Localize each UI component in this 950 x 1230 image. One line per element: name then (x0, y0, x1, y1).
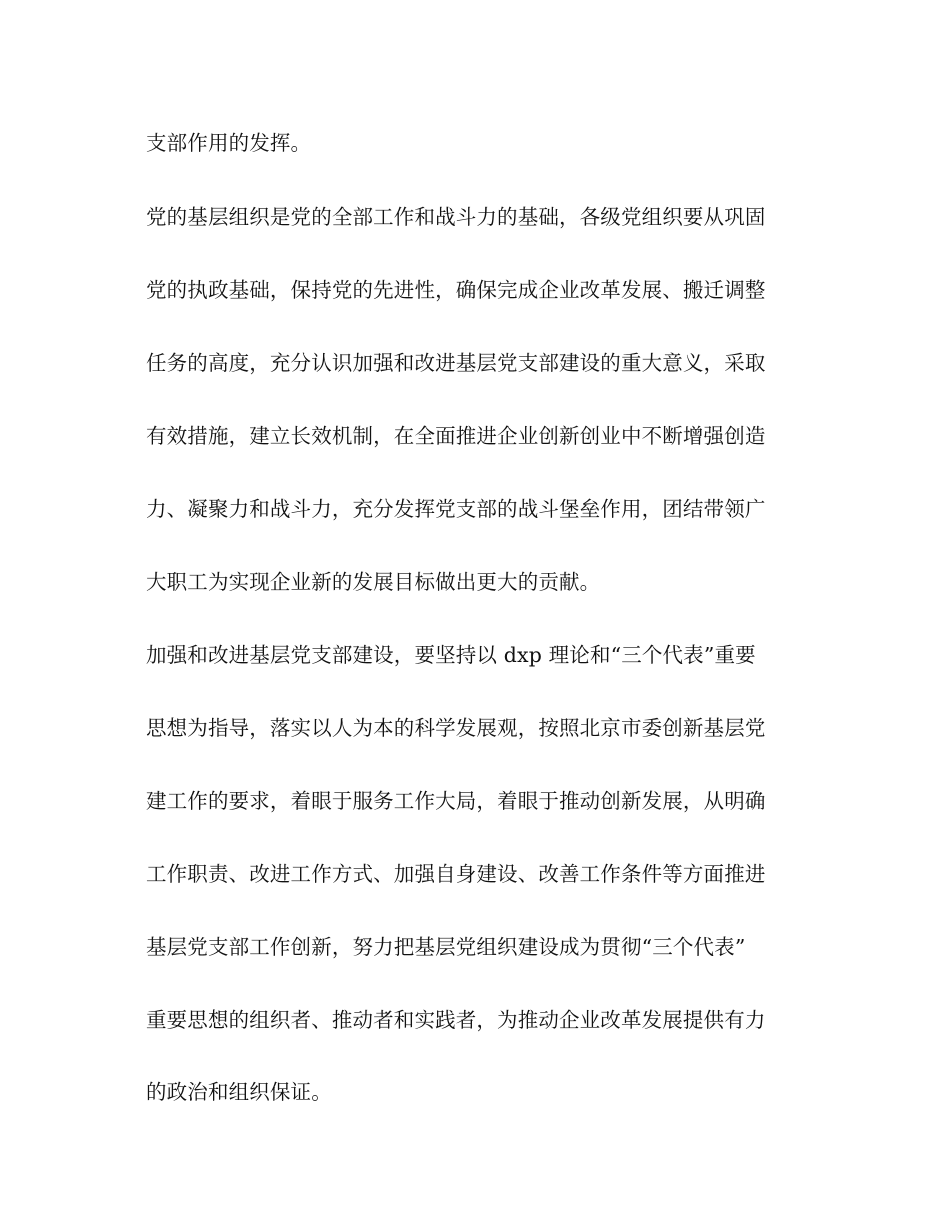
text-line: 的政治和组织保证。 (146, 1080, 332, 1104)
text-line: 大职工为实现企业新的发展目标做出更大的贡献。 (146, 570, 601, 594)
text-line: 加强和改进基层党支部建设，要坚持以 dxp 理论和“三个代表”重要 (146, 643, 756, 667)
text-line: 思想为指导，落实以人为本的科学发展观，按照北京市委创新基层党 (146, 716, 766, 740)
text-line: 工作职责、改进工作方式、加强自身建设、改善工作条件等方面推进 (146, 862, 766, 886)
text-line: 支部作用的发挥。 (146, 131, 312, 155)
text-line: 力、凝聚力和战斗力，充分发挥党支部的战斗堡垒作用，团结带领广 (146, 497, 766, 521)
text-line: 党的执政基础，保持党的先进性，确保完成企业改革发展、搬迁调整 (146, 278, 766, 302)
text-line: 任务的高度，充分认识加强和改进基层党支部建设的重大意义，采取 (146, 351, 766, 375)
text-line: 重要思想的组织者、推动者和实践者，为推动企业改革发展提供有力 (146, 1008, 766, 1032)
text-line: 党的基层组织是党的全部工作和战斗力的基础，各级党组织要从巩固 (146, 205, 766, 229)
text-line: 建工作的要求，着眼于服务工作大局，着眼于推动创新发展，从明确 (146, 789, 766, 813)
text-line: 有效措施，建立长效机制，在全面推进企业创新创业中不断增强创造 (146, 424, 766, 448)
text-line: 基层党支部工作创新，努力把基层党组织建设成为贯彻“三个代表” (146, 935, 746, 959)
